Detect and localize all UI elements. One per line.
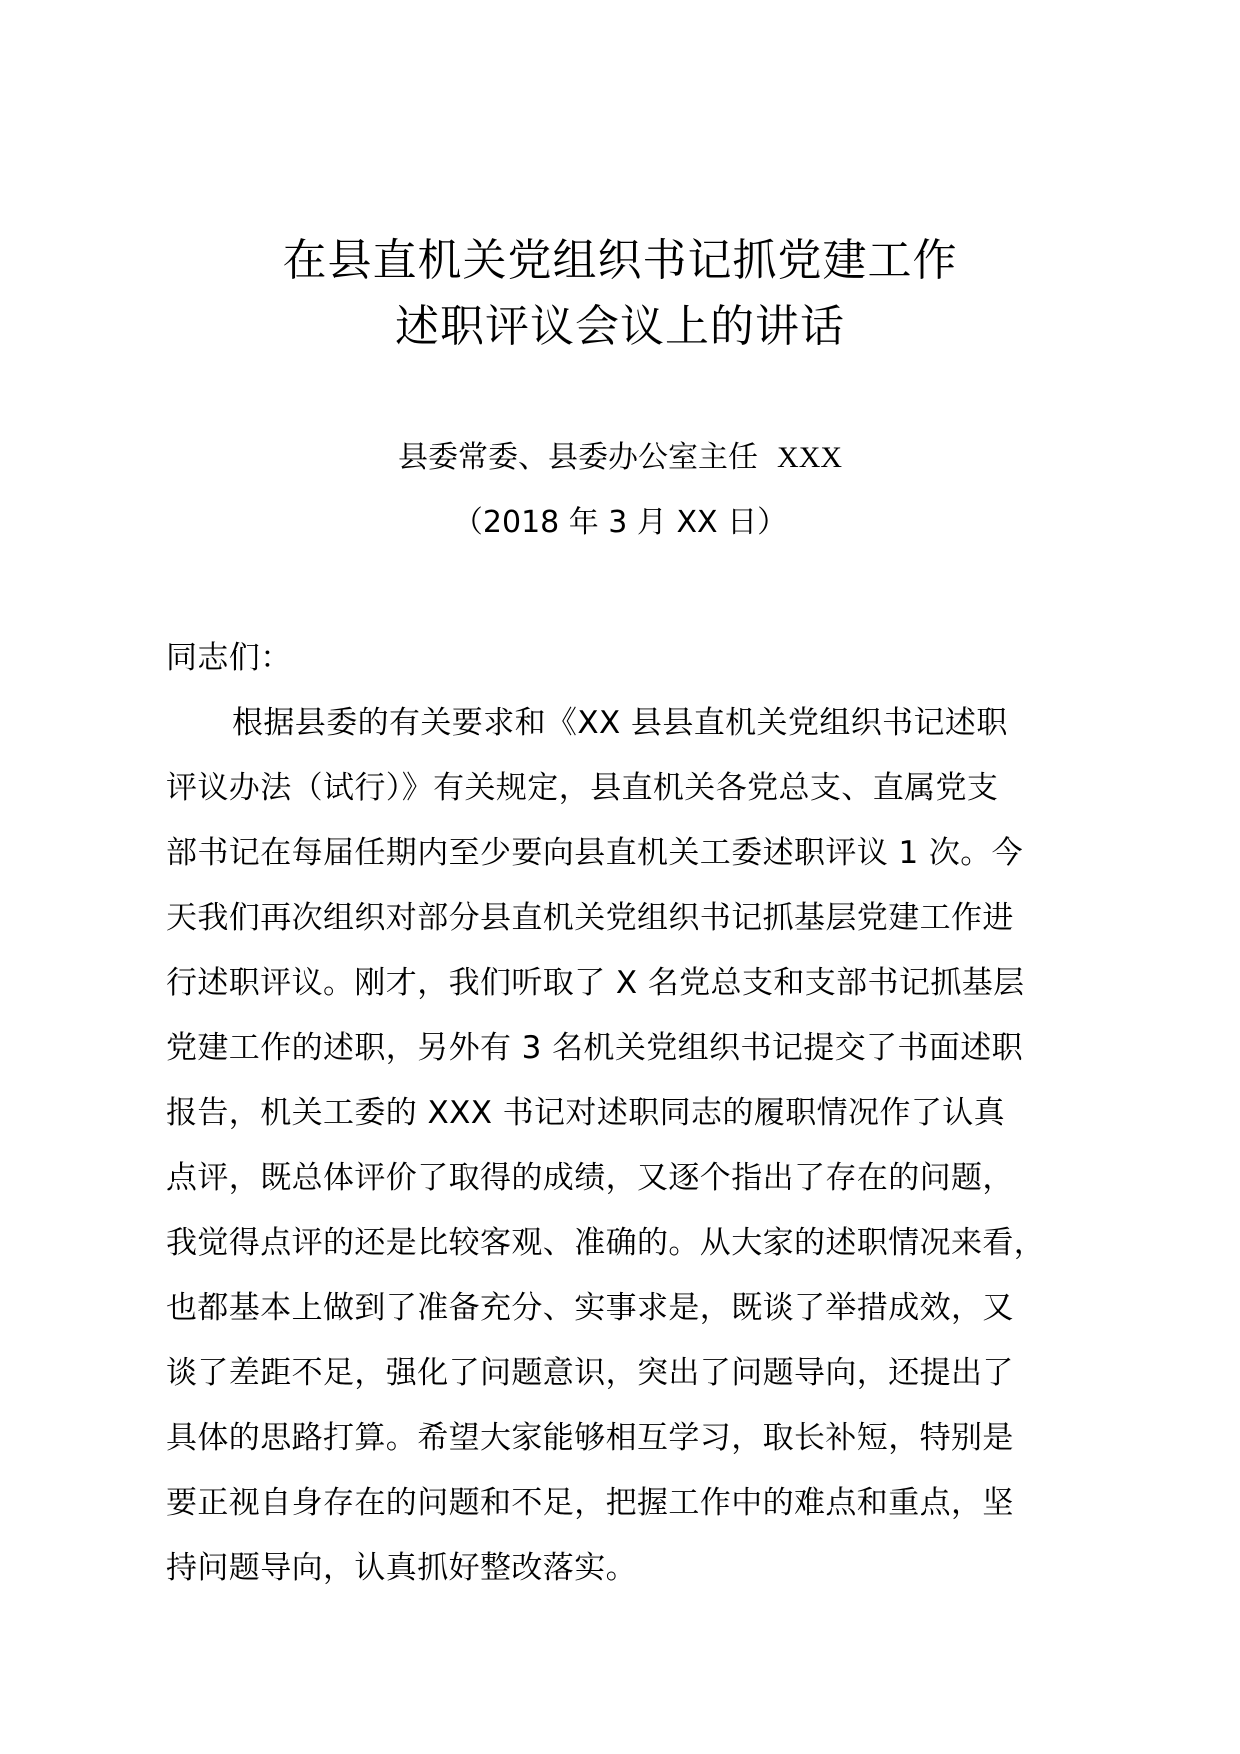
paragraph-line: 部书记在每届任期内至少要向县直机关工委述职评议 1 次。今 bbox=[166, 835, 1024, 871]
paragraph-line: 报告，机关工委的 XXX 书记对述职同志的履职情况作了认真 bbox=[166, 1095, 1006, 1131]
paragraph-line: 谈了差距不足，强化了问题意识，突出了问题导向，还提出了 bbox=[166, 1355, 1014, 1391]
author-position: 县委常委、县委办公室主任 bbox=[397, 440, 758, 475]
document-title-line-2: 述职评议会议上的讲话 bbox=[395, 301, 845, 352]
paragraph-line: 我觉得点评的还是比较客观、准确的。从大家的述职情况来看， bbox=[166, 1225, 1046, 1261]
paragraph-line: 评议办法（试行）》有关规定，县直机关各党总支、直属党支 bbox=[166, 770, 999, 806]
paragraph-line: 具体的思路打算。希望大家能够相互学习，取长补短，特别是 bbox=[166, 1420, 1014, 1456]
paragraph-line: 也都基本上做到了准备充分、实事求是，既谈了举措成效，又 bbox=[166, 1290, 1014, 1326]
paragraph-line: 党建工作的述职，另外有 3 名机关党组织书记提交了书面述职 bbox=[166, 1030, 1024, 1066]
greeting: 同志们： bbox=[166, 640, 292, 676]
paragraph-line: 要正视自身存在的问题和不足，把握工作中的难点和重点，坚 bbox=[166, 1485, 1014, 1521]
paragraph-line: 根据县委的有关要求和《XX 县县直机关党组织书记述职 bbox=[232, 705, 1008, 741]
paragraph-1 bbox=[166, 691, 1086, 1601]
author-name: XXX bbox=[777, 441, 843, 474]
paragraph-line: 点评，既总体评价了取得的成绩，又逐个指出了存在的问题， bbox=[166, 1160, 1014, 1196]
paragraph-line: 持问题导向，认真抓好整改落实。 bbox=[166, 1550, 637, 1586]
speech-date: （2018 年 3 月 XX 日） bbox=[452, 505, 788, 540]
document-body bbox=[166, 626, 1086, 1601]
paragraph-line: 天我们再次组织对部分县直机关党组织书记抓基层党建工作进 bbox=[166, 900, 1014, 936]
document-title-line-1: 在县直机关党组织书记抓党建工作 bbox=[282, 235, 958, 286]
paragraph-line: 行述职评议。刚才，我们听取了 X 名党总支和支部书记抓基层 bbox=[166, 965, 1025, 1001]
author-line bbox=[0, 438, 1240, 478]
